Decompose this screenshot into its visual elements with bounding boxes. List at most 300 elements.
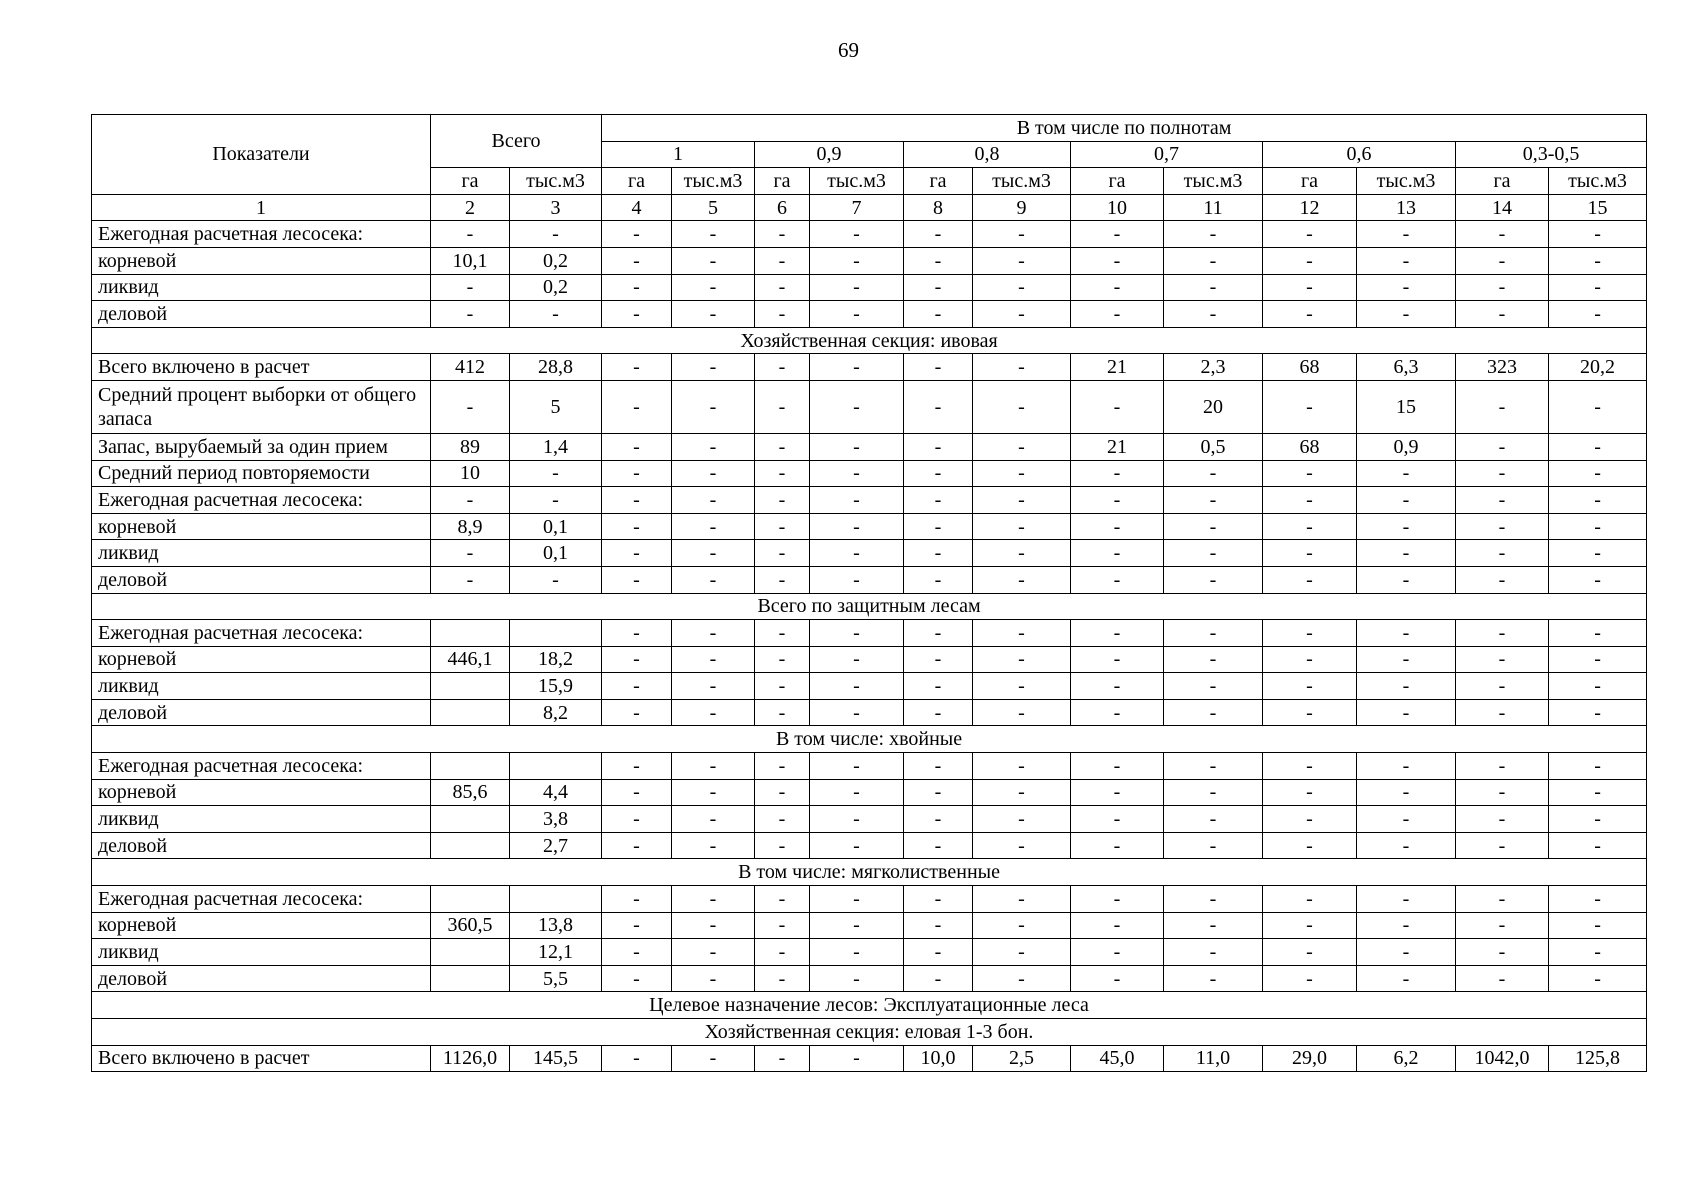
table-cell: - — [1456, 832, 1549, 859]
table-cell: - — [1357, 221, 1456, 248]
row-label: Ежегодная расчетная лесосека: — [92, 753, 431, 780]
table-cell: - — [810, 221, 904, 248]
table-cell: 2,7 — [510, 832, 602, 859]
row-label: деловой — [92, 965, 431, 992]
density-header: 0,8 — [904, 141, 1071, 168]
table-cell: - — [1456, 487, 1549, 514]
section-title: Целевое назначение лесов: Эксплуатационные леса — [92, 992, 1647, 1019]
table-cell: - — [973, 433, 1071, 460]
table-cell: - — [1456, 646, 1549, 673]
forest-cutting-table — [91, 114, 1647, 1072]
table-cell: - — [1549, 699, 1647, 726]
density-header: 1 — [602, 141, 755, 168]
table-row — [92, 487, 1647, 514]
table-row — [92, 620, 1647, 647]
column-number: 7 — [810, 194, 904, 221]
table-cell: - — [973, 380, 1071, 433]
table-cell: - — [602, 354, 672, 381]
table-cell: - — [755, 779, 810, 806]
table-cell: - — [904, 832, 973, 859]
table-cell: - — [1549, 566, 1647, 593]
table-cell: 0,2 — [510, 274, 602, 301]
table-cell: - — [1263, 939, 1357, 966]
table-cell: - — [602, 487, 672, 514]
table-cell: - — [602, 806, 672, 833]
section-title: В том числе: мягколиственные — [92, 859, 1647, 886]
table-cell: - — [1071, 380, 1164, 433]
table-cell: - — [431, 566, 510, 593]
table-cell: 2,5 — [973, 1045, 1071, 1072]
table-cell: - — [973, 566, 1071, 593]
table-cell: - — [1263, 753, 1357, 780]
table-cell: - — [904, 965, 973, 992]
table-cell: - — [810, 301, 904, 328]
table-cell: - — [1164, 965, 1263, 992]
table-cell: - — [755, 939, 810, 966]
table-row — [92, 247, 1647, 274]
table-cell: - — [602, 513, 672, 540]
table-cell: - — [1549, 247, 1647, 274]
unit-ha: га — [602, 168, 672, 195]
density-header: 0,3-0,5 — [1456, 141, 1647, 168]
table-cell: - — [431, 301, 510, 328]
table-cell: - — [973, 699, 1071, 726]
table-cell: - — [1071, 460, 1164, 487]
table-cell: - — [1357, 620, 1456, 647]
row-label: деловой — [92, 566, 431, 593]
table-cell: - — [1456, 912, 1549, 939]
table-cell: - — [602, 965, 672, 992]
table-cell: - — [973, 912, 1071, 939]
table-cell: - — [904, 673, 973, 700]
table-cell: - — [1164, 247, 1263, 274]
unit-m3: тыс.м3 — [810, 168, 904, 195]
table-cell: - — [1549, 832, 1647, 859]
table-cell: - — [755, 673, 810, 700]
column-number-row — [92, 194, 1647, 221]
table-cell: - — [1071, 699, 1164, 726]
row-label: Ежегодная расчетная лесосека: — [92, 487, 431, 514]
unit-m3: тыс.м3 — [1549, 168, 1647, 195]
table-cell: - — [904, 513, 973, 540]
table-cell: - — [1071, 912, 1164, 939]
table-cell: - — [672, 487, 755, 514]
table-cell: - — [904, 380, 973, 433]
table-cell: 3,8 — [510, 806, 602, 833]
table-cell: - — [672, 699, 755, 726]
table-cell: 12,1 — [510, 939, 602, 966]
table-row — [92, 513, 1647, 540]
table-cell: 6,2 — [1357, 1045, 1456, 1072]
unit-ha: га — [904, 168, 973, 195]
column-number: 1 — [92, 194, 431, 221]
table-cell: - — [755, 487, 810, 514]
table-cell: - — [602, 620, 672, 647]
table-cell: - — [1357, 566, 1456, 593]
table-cell: - — [431, 274, 510, 301]
table-cell: - — [1164, 301, 1263, 328]
table-cell: 0,5 — [1164, 433, 1263, 460]
table-cell: - — [1456, 274, 1549, 301]
table-cell: 13,8 — [510, 912, 602, 939]
column-number: 10 — [1071, 194, 1164, 221]
table-cell: - — [672, 274, 755, 301]
table-cell: - — [1071, 965, 1164, 992]
table-cell: - — [755, 274, 810, 301]
table-cell: 18,2 — [510, 646, 602, 673]
table-cell: - — [672, 433, 755, 460]
table-cell — [510, 753, 602, 780]
table-cell: - — [810, 886, 904, 913]
table-cell: 68 — [1263, 354, 1357, 381]
table-cell: - — [672, 566, 755, 593]
table-cell: - — [973, 779, 1071, 806]
table-cell: - — [973, 620, 1071, 647]
table-cell: - — [1071, 620, 1164, 647]
table-cell: - — [672, 965, 755, 992]
section-title: Всего по защитным лесам — [92, 593, 1647, 620]
column-number: 3 — [510, 194, 602, 221]
table-cell: - — [1549, 646, 1647, 673]
table-cell: - — [904, 460, 973, 487]
table-cell: - — [672, 460, 755, 487]
table-cell: - — [810, 274, 904, 301]
table-cell: - — [602, 274, 672, 301]
table-cell: - — [810, 487, 904, 514]
table-cell: - — [602, 1045, 672, 1072]
table-cell — [510, 886, 602, 913]
table-cell: - — [904, 699, 973, 726]
table-row — [92, 939, 1647, 966]
table-cell: 1126,0 — [431, 1045, 510, 1072]
column-number: 2 — [431, 194, 510, 221]
table-cell: - — [973, 806, 1071, 833]
table-cell: - — [1263, 620, 1357, 647]
section-row — [92, 726, 1647, 753]
table-cell: - — [672, 886, 755, 913]
table-cell: - — [1456, 247, 1549, 274]
table-cell: - — [1164, 753, 1263, 780]
table-cell: - — [1549, 965, 1647, 992]
table-cell: - — [904, 566, 973, 593]
row-label: деловой — [92, 699, 431, 726]
table-header — [92, 115, 1647, 221]
table-cell: - — [755, 513, 810, 540]
table-cell: - — [904, 301, 973, 328]
table-cell: 1,4 — [510, 433, 602, 460]
table-cell: - — [1456, 699, 1549, 726]
table-cell: - — [431, 380, 510, 433]
table-cell: - — [1164, 646, 1263, 673]
table-row — [92, 965, 1647, 992]
table-cell: - — [602, 247, 672, 274]
table-cell: 15 — [1357, 380, 1456, 433]
table-cell: - — [1263, 965, 1357, 992]
table-cell: - — [755, 832, 810, 859]
row-label: ликвид — [92, 806, 431, 833]
table-cell: - — [672, 646, 755, 673]
table-row — [92, 221, 1647, 248]
page-number: 69 — [838, 38, 859, 62]
table-cell: - — [810, 939, 904, 966]
table-cell: - — [810, 806, 904, 833]
unit-ha: га — [431, 168, 510, 195]
table-cell: 323 — [1456, 354, 1549, 381]
table-cell: - — [602, 753, 672, 780]
table-cell: - — [1549, 939, 1647, 966]
table-cell: - — [1549, 806, 1647, 833]
table-cell: - — [1357, 699, 1456, 726]
table-cell: 6,3 — [1357, 354, 1456, 381]
table-cell: 21 — [1071, 433, 1164, 460]
table-cell: - — [602, 380, 672, 433]
table-row — [92, 753, 1647, 780]
table-cell: - — [1164, 699, 1263, 726]
table-cell: - — [1456, 380, 1549, 433]
section-row — [92, 593, 1647, 620]
column-number: 9 — [973, 194, 1071, 221]
row-label: Ежегодная расчетная лесосека: — [92, 221, 431, 248]
table-cell: - — [973, 832, 1071, 859]
table-cell: - — [1456, 806, 1549, 833]
unit-ha: га — [1456, 168, 1549, 195]
table-cell — [431, 699, 510, 726]
row-label: Всего включено в расчет — [92, 1045, 431, 1072]
table-cell: - — [1071, 274, 1164, 301]
table-cell: - — [1164, 779, 1263, 806]
table-cell: - — [1549, 460, 1647, 487]
header-total: Всего — [431, 115, 602, 168]
table-cell: - — [672, 673, 755, 700]
table-cell: - — [1071, 673, 1164, 700]
table-cell: - — [904, 620, 973, 647]
column-number: 13 — [1357, 194, 1456, 221]
table-cell: - — [1164, 620, 1263, 647]
table-cell: - — [1456, 433, 1549, 460]
table-cell: - — [602, 646, 672, 673]
header-indicators: Показатели — [92, 115, 431, 195]
table-cell: - — [672, 806, 755, 833]
table-cell: - — [1456, 620, 1549, 647]
table-cell: - — [904, 939, 973, 966]
table-cell: 10 — [431, 460, 510, 487]
table-cell: - — [1456, 965, 1549, 992]
unit-m3: тыс.м3 — [1357, 168, 1456, 195]
row-label: деловой — [92, 301, 431, 328]
table-cell: - — [1549, 380, 1647, 433]
table-cell: 1042,0 — [1456, 1045, 1549, 1072]
table-cell: 412 — [431, 354, 510, 381]
table-cell — [431, 886, 510, 913]
table-cell: - — [810, 354, 904, 381]
table-cell: - — [1456, 779, 1549, 806]
table-cell: - — [1164, 886, 1263, 913]
table-cell: - — [1164, 540, 1263, 567]
table-cell: - — [672, 380, 755, 433]
table-cell: 68 — [1263, 433, 1357, 460]
table-cell: - — [810, 646, 904, 673]
table-cell: 8,2 — [510, 699, 602, 726]
table-row — [92, 354, 1647, 381]
table-cell: - — [1164, 673, 1263, 700]
table-cell: - — [1549, 753, 1647, 780]
table-cell: - — [973, 939, 1071, 966]
table-cell: - — [755, 806, 810, 833]
table-row — [92, 673, 1647, 700]
table-cell: - — [904, 487, 973, 514]
row-label: Ежегодная расчетная лесосека: — [92, 620, 431, 647]
table-cell: - — [1164, 832, 1263, 859]
table-cell: - — [1357, 939, 1456, 966]
table-cell: - — [510, 566, 602, 593]
table-cell: 89 — [431, 433, 510, 460]
table-cell: - — [1456, 513, 1549, 540]
row-label: ликвид — [92, 673, 431, 700]
table-cell — [431, 673, 510, 700]
table-cell: - — [1456, 673, 1549, 700]
table-cell: - — [431, 221, 510, 248]
unit-ha: га — [755, 168, 810, 195]
table-cell: - — [1263, 646, 1357, 673]
table-cell: - — [672, 620, 755, 647]
table-cell: - — [810, 460, 904, 487]
table-row — [92, 779, 1647, 806]
table-cell — [431, 939, 510, 966]
row-label: ликвид — [92, 274, 431, 301]
table-cell: - — [1071, 646, 1164, 673]
table-cell: 446,1 — [431, 646, 510, 673]
table-cell: - — [1456, 301, 1549, 328]
table-cell: - — [1071, 301, 1164, 328]
table-cell: 21 — [1071, 354, 1164, 381]
column-number: 8 — [904, 194, 973, 221]
table-cell: - — [810, 566, 904, 593]
table-cell: - — [672, 247, 755, 274]
table-cell: - — [810, 965, 904, 992]
table-cell: - — [973, 460, 1071, 487]
table-cell: - — [973, 753, 1071, 780]
table-cell: - — [1164, 912, 1263, 939]
table-cell: - — [810, 380, 904, 433]
table-cell: - — [1456, 939, 1549, 966]
table-cell: - — [1071, 939, 1164, 966]
table-cell: - — [1357, 779, 1456, 806]
table-cell: - — [602, 673, 672, 700]
table-row — [92, 380, 1647, 433]
table-row — [92, 1045, 1647, 1072]
density-header: 0,6 — [1263, 141, 1456, 168]
table-cell: - — [1357, 646, 1456, 673]
table-cell: - — [1549, 620, 1647, 647]
table-cell: - — [1549, 513, 1647, 540]
table-cell: - — [1263, 221, 1357, 248]
table-cell: - — [755, 380, 810, 433]
table-cell: 28,8 — [510, 354, 602, 381]
unit-m3: тыс.м3 — [672, 168, 755, 195]
table-cell: - — [1357, 460, 1456, 487]
column-number: 12 — [1263, 194, 1357, 221]
table-cell — [431, 832, 510, 859]
table-cell: - — [672, 939, 755, 966]
row-label: ликвид — [92, 939, 431, 966]
table-cell: - — [672, 832, 755, 859]
section-title: Хозяйственная секция: ивовая — [92, 327, 1647, 354]
table-cell: - — [1071, 832, 1164, 859]
table-cell: - — [1263, 513, 1357, 540]
table-cell: - — [973, 673, 1071, 700]
table-cell: - — [602, 433, 672, 460]
column-number: 11 — [1164, 194, 1263, 221]
table-cell: - — [810, 832, 904, 859]
column-number: 5 — [672, 194, 755, 221]
table-cell: - — [1164, 460, 1263, 487]
table-cell: - — [1164, 566, 1263, 593]
table-cell: - — [973, 646, 1071, 673]
table-cell: - — [1456, 540, 1549, 567]
table-cell: - — [973, 513, 1071, 540]
table-cell: - — [672, 221, 755, 248]
row-label: Всего включено в расчет — [92, 354, 431, 381]
table-cell: - — [755, 566, 810, 593]
table-row — [92, 274, 1647, 301]
table-cell: - — [973, 247, 1071, 274]
table-cell: 0,1 — [510, 540, 602, 567]
table-cell: - — [1357, 912, 1456, 939]
unit-ha: га — [1263, 168, 1357, 195]
table-cell: - — [755, 301, 810, 328]
density-header: 0,7 — [1071, 141, 1263, 168]
table-cell: - — [431, 540, 510, 567]
table-cell: 20 — [1164, 380, 1263, 433]
table-cell: 8,9 — [431, 513, 510, 540]
table-cell: - — [1357, 247, 1456, 274]
table-cell: - — [1071, 221, 1164, 248]
table-cell: - — [755, 886, 810, 913]
table-cell: - — [1357, 673, 1456, 700]
table-cell: - — [1164, 274, 1263, 301]
table-cell: 4,4 — [510, 779, 602, 806]
section-row — [92, 327, 1647, 354]
table-row — [92, 886, 1647, 913]
table-cell: - — [1263, 380, 1357, 433]
table-cell: - — [1549, 487, 1647, 514]
table-cell: - — [672, 540, 755, 567]
table-cell: - — [602, 939, 672, 966]
header-by-density: В том числе по полнотам — [602, 115, 1647, 142]
table-cell: - — [510, 221, 602, 248]
table-cell: - — [602, 912, 672, 939]
table-cell: - — [1549, 301, 1647, 328]
table-cell: - — [755, 221, 810, 248]
table-row — [92, 566, 1647, 593]
table-cell: - — [904, 646, 973, 673]
table-cell: - — [1071, 540, 1164, 567]
table-cell: - — [1263, 806, 1357, 833]
table-row — [92, 832, 1647, 859]
unit-ha: га — [1071, 168, 1164, 195]
table-cell: - — [1456, 221, 1549, 248]
table-cell: - — [1456, 886, 1549, 913]
table-cell: - — [1549, 433, 1647, 460]
table-cell: - — [973, 886, 1071, 913]
table-cell: - — [973, 540, 1071, 567]
section-row — [92, 1019, 1647, 1046]
table-cell: - — [810, 540, 904, 567]
table-cell: - — [602, 779, 672, 806]
table-cell: - — [810, 912, 904, 939]
table-cell: - — [810, 247, 904, 274]
table-cell: - — [755, 433, 810, 460]
